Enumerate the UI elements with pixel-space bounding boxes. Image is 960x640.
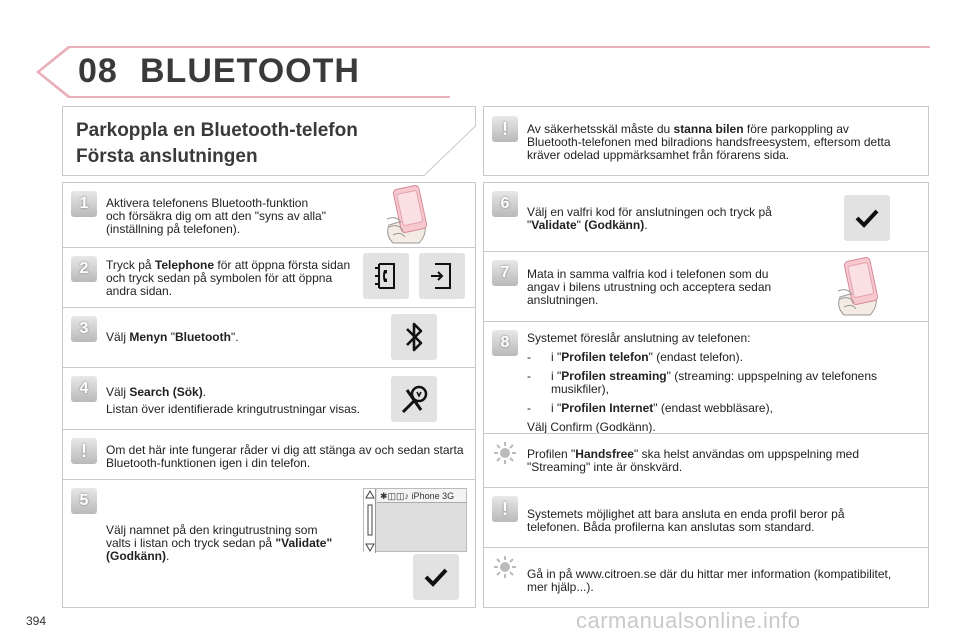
search-button[interactable]: [391, 376, 437, 422]
step-number-badge: 2: [71, 256, 97, 282]
step-1-text: Aktivera telefonens Bluetooth-funktion och försäkra dig om att den "syns av alla" (inställning på telefonen).: [106, 196, 326, 236]
profile-warning-text: Systemets möjlighet att bara ansluta en enda profil beror på telefonen. Båda profilerna kan anslutas som standard.: [527, 507, 845, 534]
step-2: [63, 247, 475, 307]
chapter-title: BLUETOOTH: [140, 52, 360, 90]
step-number-badge: 1: [71, 191, 97, 217]
warning-icon: !: [71, 438, 97, 464]
step-4: [63, 367, 475, 429]
phone-hand-icon: [383, 185, 435, 245]
search-tools-icon: [397, 382, 431, 416]
safety-warning-text: Av säkerhetsskäl måste du stanna bilen före parkoppling av Bluetooth-telefonen med bilradions handsfreesystem, eftersom detta kräver odelad uppmärksamhet från förarens sida.: [527, 122, 891, 162]
checkmark-icon: [854, 207, 880, 229]
step-3-text: Välj Menyn "Bluetooth".: [106, 330, 239, 344]
step-number-badge: 5: [71, 488, 97, 514]
step-2-text: Tryck på Telephone för att öppna första sidan och tryck sedan på symbolen för att öppna andra sidan.: [106, 258, 351, 298]
step-4-text: Välj Search (Sök). Listan över identifierade kringutrustningar visas.: [106, 385, 361, 416]
profile-option: - i "Profilen Internet" (endast webbläsare),: [527, 401, 773, 415]
step-5: [63, 479, 475, 609]
chapter-number: 08: [78, 52, 118, 90]
step-7-text: Mata in samma valfria kod i telefonen som du angav i bilens utrustning och acceptera sedan anslutningen.: [527, 267, 772, 307]
step-number-badge: 4: [71, 376, 97, 402]
phone-hand-icon: [834, 257, 886, 317]
scroll-arrows-icon: [364, 489, 376, 553]
telephone-book-icon: [370, 260, 402, 292]
step-8: [484, 321, 928, 433]
step-7: [484, 251, 928, 321]
website-tip: [484, 547, 928, 609]
profile-option: - i "Profilen telefon" (endast telefon).: [527, 350, 743, 364]
next-page-button[interactable]: [419, 253, 465, 299]
bluetooth-icon: [400, 320, 428, 354]
website-tip-text: Gå in på www.citroen.se där du hittar mer information (kompatibilitet, mer hjälp...).: [527, 567, 892, 594]
safety-warning: [483, 106, 929, 176]
checkmark-icon: [423, 566, 449, 588]
step-4-warning-text: Om det här inte fungerar råder vi dig att stänga av och sedan starta Bluetooth-funktionen igen i din telefon.: [106, 443, 464, 470]
section-subtitle: Första anslutningen: [76, 146, 258, 167]
section-title: Parkoppla en Bluetooth-telefon: [76, 120, 358, 141]
step-1: [63, 183, 475, 247]
device-name: iPhone 3G: [411, 491, 455, 501]
right-steps-panel: [483, 182, 929, 608]
list-scrollbar[interactable]: [364, 489, 376, 553]
validate-button[interactable]: [413, 554, 459, 600]
device-status-icons: ✱◫◫♪: [380, 491, 412, 501]
step-4-warning: [63, 429, 475, 479]
next-page-icon: [426, 260, 458, 292]
validate-button[interactable]: [844, 195, 890, 241]
tip-lightbulb-icon: [492, 554, 518, 580]
bluetooth-button[interactable]: [391, 314, 437, 360]
step-number-badge: 8: [492, 330, 518, 356]
device-list-screen: [363, 488, 467, 552]
step-6: [484, 183, 928, 251]
left-steps-panel: [62, 182, 476, 608]
handsfree-tip: [484, 433, 928, 487]
profile-option: - i "Profilen streaming" (streaming: uppspelning av telefonens musikfiler),: [527, 369, 878, 396]
tip-lightbulb-icon: [492, 440, 518, 466]
step-3: [63, 307, 475, 367]
page-number: 394: [26, 614, 47, 628]
telephone-button[interactable]: [363, 253, 409, 299]
profile-warning: [484, 487, 928, 547]
handsfree-tip-text: Profilen "Handsfree" ska helst användas om uppspelning med "Streaming" inte är önskvärd.: [527, 447, 860, 474]
watermark: carmanualsonline.info: [576, 608, 801, 633]
step-6-text: Välj en valfri kod för anslutningen och tryck på "Validate" (Godkänn).: [527, 205, 772, 232]
step-number-badge: 3: [71, 316, 97, 342]
step-number-badge: 7: [492, 260, 518, 286]
step-5-text: Välj namnet på den kringutrustning som valts i listan och tryck sedan på "Validate" (Godkänn).: [106, 523, 333, 563]
step-number-badge: 6: [492, 191, 518, 217]
warning-icon: !: [492, 116, 518, 142]
warning-icon: !: [492, 496, 518, 522]
step-8-text: Systemet föreslår anslutning av telefonen: - i "Profilen telefon" (endast telefon). - i "Profilen streaming" (streaming: uppspelning av telefonens musikfiler), - i "Profilen Internet" (endast webbläsare), Välj Confirm (Godkänn).: [527, 332, 917, 434]
device-list-item[interactable]: [377, 489, 466, 503]
